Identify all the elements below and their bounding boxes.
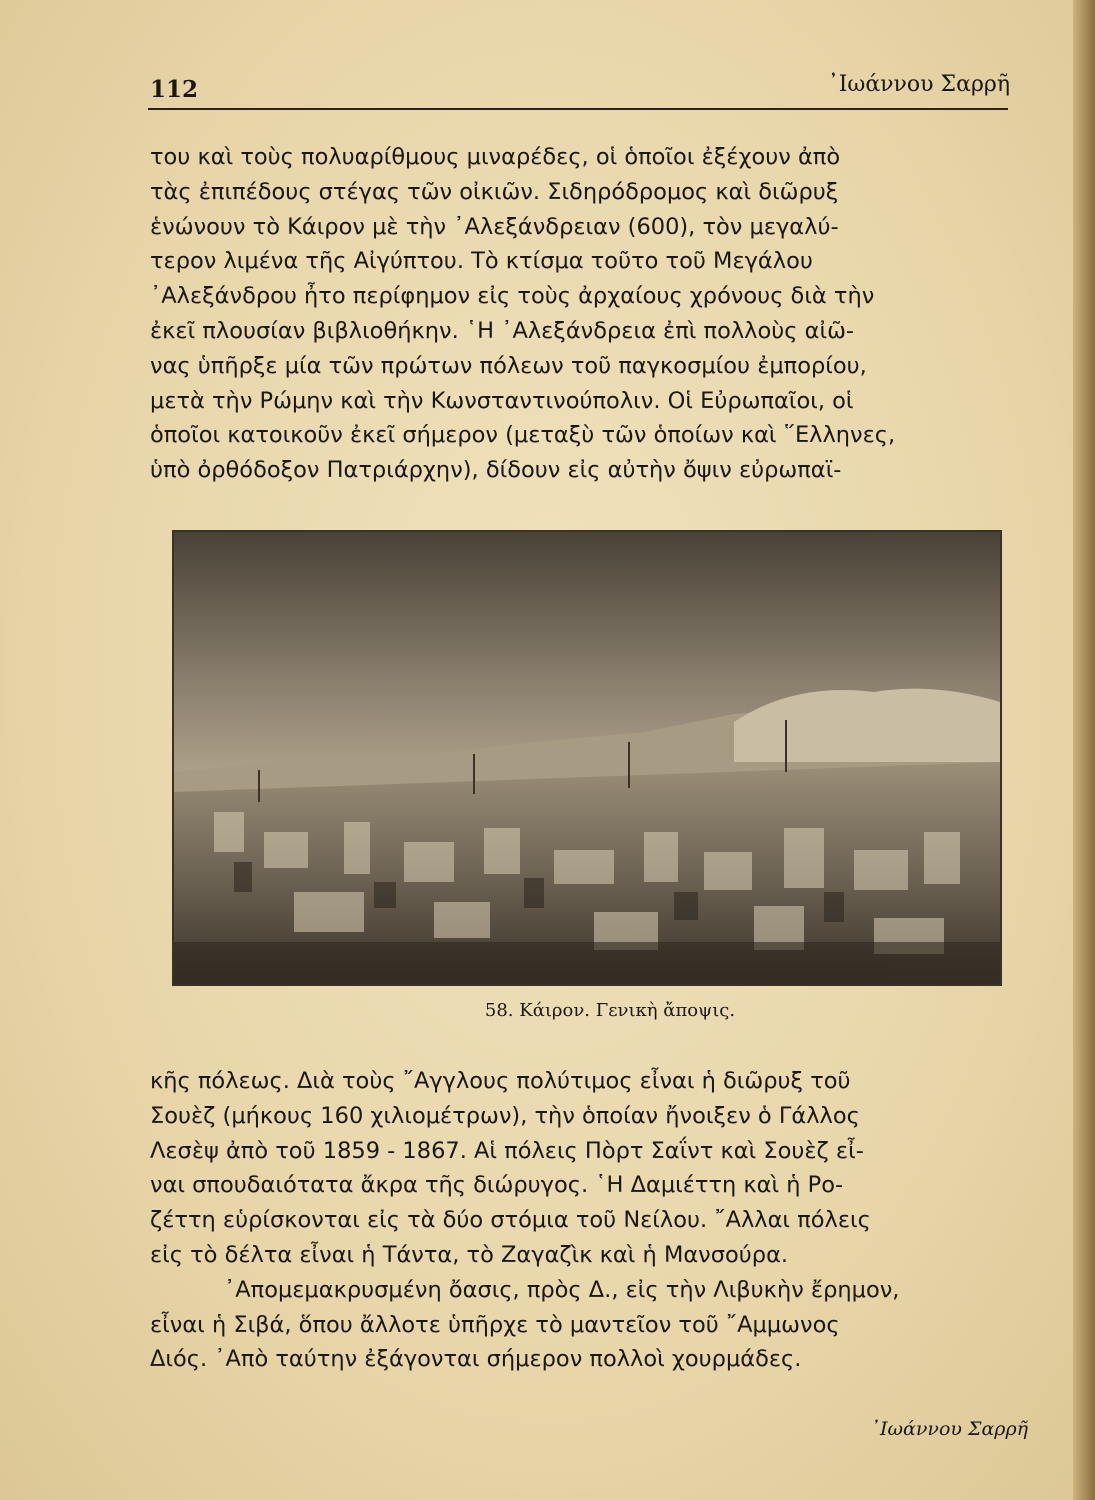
- running-title: ᾽Ιωάννου Σαρρῆ: [827, 72, 1010, 97]
- text-line: ναι σπουδαιότατα ἄκρα τῆς διώρυγος. ῾Η Δαμιέττη καὶ ἡ Ρο-: [150, 1172, 844, 1199]
- text-line: ᾽Αλεξάνδρου ἦτο περίφημον εἰς τοὺς ἀρχαίους χρόνους διὰ τὴν: [150, 283, 875, 310]
- text-line: εἶναι ἡ Σιβά, ὅπου ἄλλοτε ὑπῆρχε τὸ μαντεῖον τοῦ ῎Αμμωνος: [150, 1311, 840, 1338]
- text-line: εἰς τὸ δέλτα εἶναι ἡ Τάντα, τὸ Ζαγαζὶκ καὶ ἡ Μανσούρα.: [150, 1241, 789, 1268]
- text-line: ζέττη εὑρίσκονται εἰς τὰ δύο στόμια τοῦ Νείλου. ῎Αλλαι πόλεις: [150, 1207, 871, 1234]
- bottom-paragraphs: [150, 1064, 1010, 1377]
- footer-signature: ᾽Ιωάννου Σαρρῆ: [870, 1418, 1028, 1440]
- text-line: ᾽Απομεμακρυσμένη ὄασις, πρὸς Δ., εἰς τὴν Λιβυκὴν ἔρημον,: [224, 1276, 900, 1303]
- figure-caption: 58. Κάιρον. Γενικὴ ἄποψις.: [484, 1000, 736, 1021]
- text-line: τὰς ἐπιπέδους στέγας τῶν οἰκιῶν. Σιδηρόδρομος καὶ διῶρυξ: [150, 178, 839, 205]
- text-line: ὑπὸ ὀρθόδοξον Πατριάρχην), δίδουν εἰς αὐτὴν ὄψιν εὐρωπαϊ-: [150, 457, 842, 484]
- text-line: Διός. ᾽Απὸ ταύτην ἐξάγονται σήμερον πολλοὶ χουρμάδες.: [150, 1346, 802, 1373]
- book-spine-shadow: [1073, 0, 1095, 1500]
- text-line: Σουὲζ (μήκους 160 χιλιομέτρων), τὴν ὁποίαν ἤνοιξεν ὁ Γάλλος: [150, 1102, 860, 1129]
- text-line: ἑνώνουν τὸ Κάιρον μὲ τὴν ᾽Αλεξάνδρειαν (600), τὸν μεγαλύ-: [150, 213, 839, 240]
- text-line: μετὰ τὴν Ρώμην καὶ τὴν Κωνσταντινούπολιν. Οἱ Εὐρωπαῖοι, οἱ: [150, 387, 854, 414]
- page-number: 112: [150, 76, 199, 103]
- text-line: νας ὑπῆρξε μία τῶν πρώτων πόλεων τοῦ παγκοσμίου ἐμπορίου,: [150, 352, 867, 379]
- text-line: τερον λιμένα τῆς Αἰγύπτου. Τὸ κτίσμα τοῦτο τοῦ Μεγάλου: [150, 248, 813, 275]
- cairo-panorama-illustration: [174, 532, 1000, 984]
- text-line: του καὶ τοὺς πολυαρίθμους μιναρέδες, οἱ ὁποῖοι ἐξέχουν ἀπὸ: [150, 144, 841, 170]
- text-line: ἐκεῖ πλουσίαν βιβλιοθήκην. ῾Η ᾽Αλεξάνδρεια ἐπὶ πολλοὺς αἰῶ-: [150, 317, 855, 344]
- text-line: κῆς πόλεως. Διὰ τοὺς ῎Αγγλους πολύτιμος εἶναι ἡ διῶρυξ τοῦ: [150, 1068, 851, 1094]
- text-line: Λεσὲψ ἀπὸ τοῦ 1859 - 1867. Αἱ πόλεις Πὸρτ Σαΐντ καὶ Σουὲζ εἶ-: [150, 1137, 864, 1164]
- top-paragraph: [150, 140, 1010, 488]
- cairo-panorama-photo: [172, 530, 1002, 986]
- text-line: ὁποῖοι κατοικοῦν ἐκεῖ σήμερον (μεταξὺ τῶν ὁποίων καὶ ῞Ελληνες,: [150, 422, 896, 449]
- header-divider: [148, 108, 1008, 110]
